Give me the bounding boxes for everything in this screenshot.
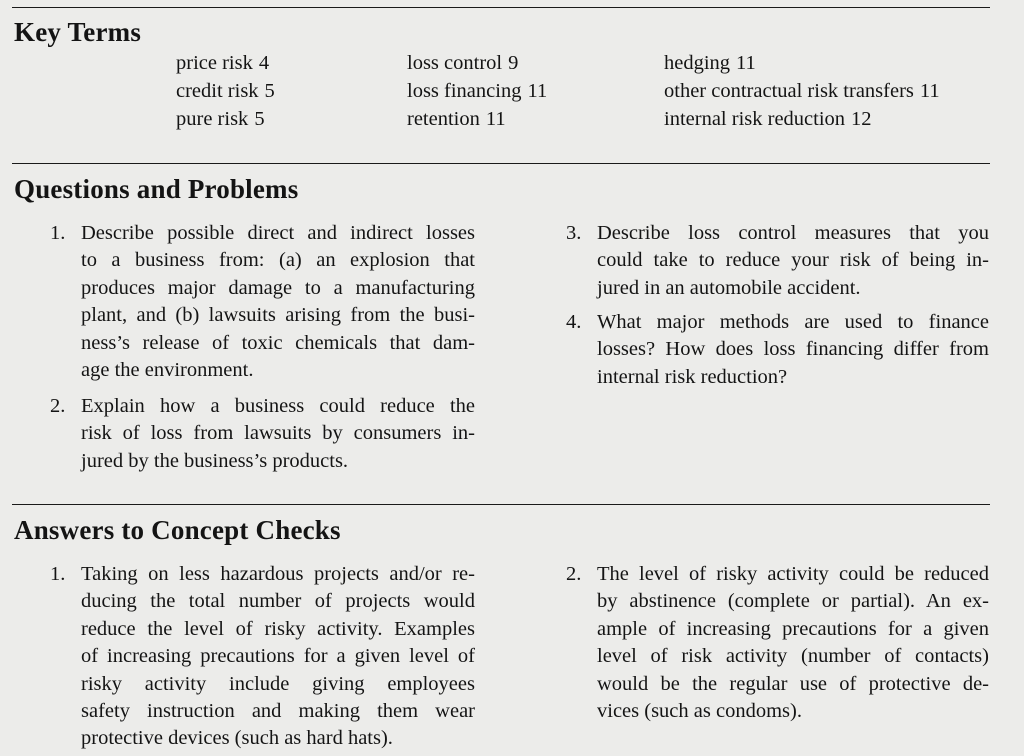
key-term: price risk 4 — [176, 52, 270, 74]
item-text: Explain how a business could reduce the risk of loss from lawsuits by consumers in- jured by the business’s products. — [81, 395, 475, 472]
key-terms-column-3 — [664, 49, 940, 133]
key-term: other contractual risk transfers 11 — [664, 80, 940, 102]
item-text: What major methods are used to finance losses? How does loss financing differ from internal risk reduction? — [597, 311, 989, 388]
item-number: 4. — [566, 311, 582, 333]
answers-rule — [12, 504, 990, 505]
item-number: 1. — [50, 563, 66, 585]
item-number: 1. — [50, 222, 66, 244]
key-term: loss control 9 — [407, 52, 519, 74]
item-number: 2. — [566, 563, 582, 585]
item-text: Taking on less hazardous projects and/or re- ducing the total number of projects would reduce the level of risky activity. Examples of increasing precautions for a given level of risky activity include giving employees safety instruction and making them wear protective devices (such as hard hats). — [81, 563, 475, 750]
answers-heading: Answers to Concept Checks — [14, 515, 341, 545]
item-text: Describe loss control measures that you could take to reduce your risk of being in- jured in an automobile accident. — [597, 222, 989, 299]
key-terms-column-2 — [407, 49, 547, 133]
questions-rule — [12, 163, 990, 164]
item-text: Describe possible direct and indirect losses to a business from: (a) an explosion that produces major damage to a manufacturing plant, and (b) lawsuits arising from the busi- ness’s release of toxic chemicals that dam- age the environment. — [81, 222, 475, 382]
key-term: pure risk 5 — [176, 108, 265, 130]
item-number: 2. — [50, 395, 66, 417]
questions-heading: Questions and Problems — [14, 174, 299, 204]
key-terms-heading: Key Terms — [14, 17, 142, 47]
item-number: 3. — [566, 222, 582, 244]
top-rule — [12, 7, 990, 8]
item-text: The level of risky activity could be reduced by abstinence (complete or partial). An ex- ample of increasing precautions for a given level of risk activity (number of contacts) would be the regular use of protective de- vices (such as condoms). — [597, 563, 989, 723]
key-term: hedging 11 — [664, 52, 756, 74]
key-term: internal risk reduction 12 — [664, 108, 872, 130]
key-term: credit risk 5 — [176, 80, 275, 102]
key-terms-column-1 — [176, 49, 275, 133]
key-term: loss financing 11 — [407, 80, 548, 102]
key-term: retention 11 — [407, 108, 506, 130]
